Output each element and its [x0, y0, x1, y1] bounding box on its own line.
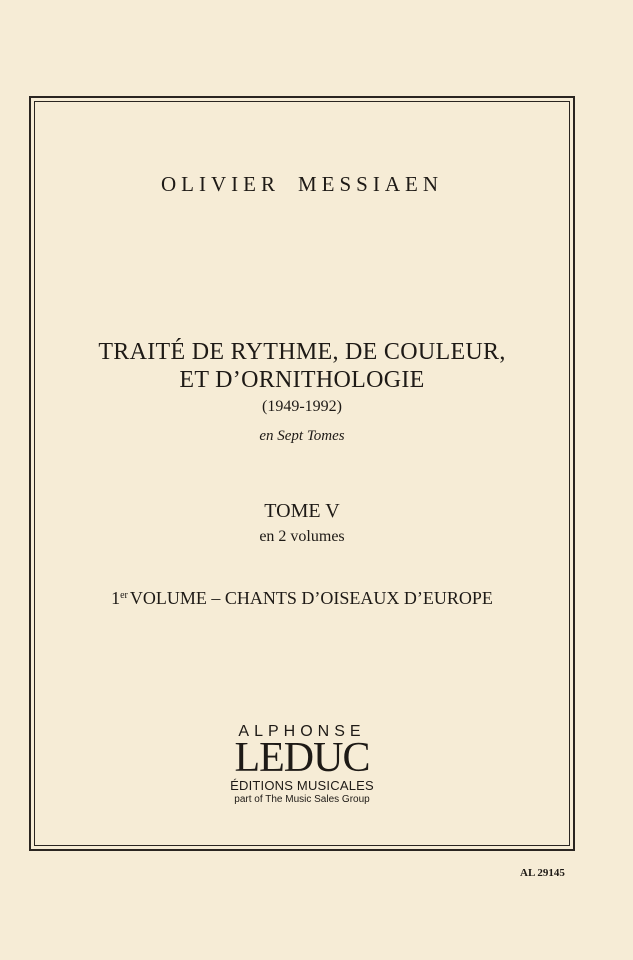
title-line-2: ET D’ORNITHOLOGIE: [179, 367, 425, 393]
author-last-name: MESSIAEN: [297, 172, 443, 196]
volume-ordinal-suffix: er: [120, 590, 128, 601]
volume-title: [34, 588, 570, 609]
title-line-1: TRAITÉ DE RYTHME, DE COULEUR,: [98, 339, 506, 365]
tome-label: TOME V: [264, 500, 340, 522]
publisher-first-name: ALPHONSE: [238, 723, 366, 740]
catalog-number: AL 29145: [520, 867, 565, 879]
volume-text: VOLUME – CHANTS D’OISEAUX D’EUROPE: [129, 588, 493, 608]
title-dates: (1949-1992): [262, 398, 342, 415]
author-first-name: OLIVIER: [161, 172, 280, 196]
volume-ordinal: 1: [111, 588, 121, 608]
publisher-group: part of The Music Sales Group: [234, 794, 370, 805]
publisher-logo-name: LEDUC: [234, 735, 370, 781]
tome-volumes: en 2 volumes: [259, 528, 345, 545]
publisher-editions: ÉDITIONS MUSICALES: [230, 778, 374, 793]
author-name: [34, 172, 570, 197]
series-subtitle: en Sept Tomes: [259, 428, 345, 444]
